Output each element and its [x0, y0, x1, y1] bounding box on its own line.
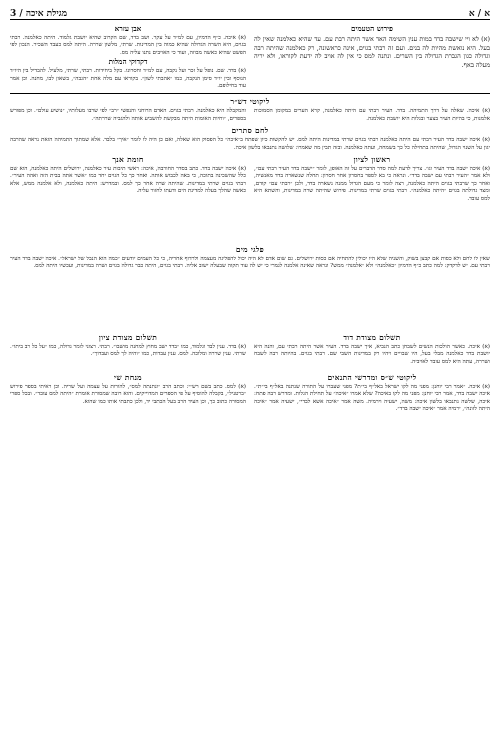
tashlumim-david-title: תשלום מצודת דוד	[343, 333, 401, 343]
rishon-ltzion-column	[254, 152, 490, 242]
minchat-shai-body: (א) למס. כתב בשם רש״י: וכתב הרב ״ונתנתה למס״, להורות על עצמה ועל שריה. וכן ראיתי בספר פירוש ״ברטניל״, בקבלה להוסיף על פי הספרים המדוייקים. והוא רובה שמסורת אומרת ״היתה למס עובד״. ובכל ספרי המסורה כתוב כך, וכן העיד הרב בעל הכתבי יד, ולכן כתבתי אותו כמו שהוא.	[10, 384, 246, 405]
dikdukei-body: (א) בדד. שם. נופל על זכר ועל נקבה, עם למ״ד וחסרונו. בקל ביחידות. רבתי, שרתי, מלעיל. להבדיל בין היו״ד הנוסף ובין יו״ד סימן הנקבה, כמו ״אהבתי לשון״. בקוראו עם מלה אחת ״הגבה״, בשאון לבו, מחנה. וכן אמר עוד בחילופם.	[10, 68, 246, 90]
likutei-midrashim-column	[254, 370, 490, 432]
main-text-column	[254, 24, 490, 90]
page-header	[10, 5, 490, 20]
tashlumim-tzion-column	[10, 330, 246, 370]
tashlumim-tzion-title: תשלום מצודת ציון	[98, 333, 158, 343]
likutei-midrashim-body: (א) איכה. ״אמר רבי יוחנן: מפני מה לקו ישראל באל״ף בי״ת? מפני שעברו על התורה שנתנה באל״ף בי״ת״. איכה ישבה בדד, אמר רבי יוחנן: מפני מה לקו באיכה? שלא אמרו ״איכה״ על תחילת הגלות. ומדרש רבה פתח: איכה, שלשה נתנבאו בלשון איכה: משה, ישעיה וירמיה. משה אמר ״איכה אשא לבדי״, ישעיה אמר ״איכה היתה לזונה״, ירמיה אמר ״איכה ישבה בדד״.	[254, 384, 490, 413]
divider	[10, 93, 490, 94]
likutei-midrashim-title: ליקוטי ש״ס ומדרשי התנאים	[327, 373, 417, 383]
tashlumim-tzion-body: (א) בדד. ענין לבד וגלמוד, כמו ״בדד ישב מחוץ למחנה מושבו״. רבתי. רצוני לומר גדולה, כמו ״על כל רב ביתו״. שרתי. ענין שררה ומלוכה. למס. ענין עבדות, כמו ״והיה לך למס ועבדוך״.	[10, 344, 246, 358]
minchat-shai-column	[10, 370, 246, 432]
tashlumim-section	[10, 330, 490, 370]
lechem-setarim-title: לחם סתרים	[231, 126, 269, 136]
rishon-ltzion-body: (א) איכה ישבה בדד העיר וגו׳. צריך לדעת למה סדר הדברים על זה האופן, לומר ״ישבה בדד העיר רבתי עם״, ולא אמר ״העיר רבתי עם ישבה בדד״. ונראה כי בא לספר בחסרון אחר חסרון: תחלה שנשארה בדד מאנשיה, ואחר כך שרבתי בגוים היתה כאלמנה, רצה לומר כי מעם הגדול ממנה נשארה בדד, ולכן ״רבתי עם״ קודם, ומצד גדולתה בגוים ״היתה כאלמנה״. רבתי בגוים שרתי במדינות. פירוש שהיתה שרה במדינות, והשתא היא למס עובד.	[254, 166, 490, 202]
minchat-shai-title: מנחת שי	[114, 373, 142, 383]
likutei-dash-section	[10, 108, 490, 123]
ibn-ezra-title: אבן עזרא	[114, 24, 142, 33]
tashlumim-david-column	[254, 330, 490, 370]
chomat-anach-body: (א) איכה ישבה בדד. כתב בסדר החורבה, איכה: ראשי תיבות עיר כאלמנה, ירושלים היתה כאלמנה, הוא שם כלל שהשכינה בתוכה, כי באה לכבוש אותה. ואחר כך כל הגוים יחד כמו ״אשר אתה בבית הזה ואהה העיר״. רבתי בגוים שרתי במדינות. שהיתה שרה אחר כך למס. ובמדרש: היתה כאלמנה, ולא אלמנה ממש, אלא כאשה שהלך בעלה למדינת הים ודעתו לחזור עליה.	[10, 166, 246, 195]
rishon-ltzion-title: ראשון לציון	[353, 155, 391, 165]
likutei-dash-right: (א) איכה. שאלה על דרך התמיהה. בדד. העיר רבתי עם היתה כאלמנה, קרא הערים במקומן הסמוכות אלמנות, כי בהיות העיר בצער ובגלות היא יושבת כאלמנה.	[254, 108, 490, 122]
likutei-dash-title: ליקוטי דש״ר	[230, 97, 270, 107]
likutei-dash-left: והמקבלה היא כאלמנה. רבתי בגוים. האדם הרוחני והנפשי ״רב״ לפי שרבו מעלותיו, ״נושיע עולם״. וכן מפורש בספרים, ״וחיות האומות היתה מבקשת להשביע אותה ולהגביה שררתה״.	[10, 108, 246, 122]
main-text-title: פירוש הטעמים	[351, 24, 393, 33]
top-section	[10, 24, 490, 90]
ibn-ezra-body: (א) איכה. כ״ף הדמיון, עם למ״ד על עקר. ושב בדד, שם הקרוב שהיא יושבת גלמוד. היתה כאלמנה. רבתי בגוים, היא השרה הגדולה שהיא כמוה בין המדינות. שרתי, מלשון שררה. היתה למס כעבד השכיר. הנכון לפי הפשט שהיא כאשה מבוזה, ועוד כי האויבים נתנו עליה מס.	[10, 35, 246, 56]
page	[10, 5, 490, 730]
tashlumim-david-body: (א) איכה. כאשר הולכות הנשים לשבחן כתב הנביא, איך ישבה בדד. העיר אשר היתה רבתי עם, והנה היא יושבת בדד כאלמנה מבלי בעל, היו שבויים ויהיו רק במדינות השבי שם. רבתי בגוים. בהיותה רבה לשבח ושררה, עתה היא למס עובד לאויביה.	[254, 344, 490, 365]
chomat-anach-title: חומת אנך	[112, 155, 144, 165]
palgei-mayim-title: פלגי מים	[235, 245, 265, 255]
book-page-title: מגילת איכה / 3	[10, 9, 68, 19]
rishon-chomat-section	[10, 152, 490, 242]
main-text-body: (א) לא ויי שישבה בדד במות ענין השימה האד אשר היתה רבת עם. עד שהיא כאלמנה שאין לה בעל. היא נואשת מהיות לה בנים. ועם זה רבתי בגוים, אינה כראשונה, רק כאלמנה שהיתה רבה וגדולה כגון הגברת הגדולה בין השרים. ונתנה למס כי אין לה אויב לה ידעת לקוראו, ולא יריה מעלה באף.	[254, 35, 490, 69]
dikdukei-title: דקדוקי המלות	[108, 57, 148, 67]
ibn-ezra-column	[10, 24, 246, 90]
chapter-verse-ref: א / א	[468, 9, 490, 19]
chomat-anach-column	[10, 152, 246, 242]
palgei-mayim-body: שאין לו לחם ולא כסות אם קבצן בשוק, והשניה שלא היו יכולין להתחיה אם כסות ירושלים. גם שום אדם לא היה יכול להפליגה מעצמה ולרדוף אחריה, כי כל העמים יודעים ״כמה הוא הנבל של ישראל״. איכה ישבה בדד העיר רבתי עם. יש לדקדק: למה כתב כ״ף הדמיון ״כאלמנה״ ולא ״אלמנה״ ממש? ונראה שאינה אלמנה לגמרי כי יש לה עוד תקוה שבעלה ישוב אליה. רבתי בגוים, היתה כבר גדולה בגוים ושרה במדינות, ועכשיו היתה למס.	[10, 256, 490, 270]
lechem-setarim-body: (א) איכה ישבה בדד העיר רבתי עם היתה כאלמנה רבתי בגוים שרתי במדינות היתה למס. יש להקשות כיון שפתח ב״איכה״ כל הפסוק הוא שאלה, ואם כן היה לו לומר ״איך״ בלבד. אלא שמתוך התמיהה הזאת נראה שהרבה יגון על השנוי הגדול, שהיתה בתחילה כל כך בשמחה, ועתה כאלמנה. ובזה תבין מה שאמרו: שלושה נתנבאו בלשון איכה.	[10, 137, 490, 151]
bottom-section	[10, 370, 490, 432]
